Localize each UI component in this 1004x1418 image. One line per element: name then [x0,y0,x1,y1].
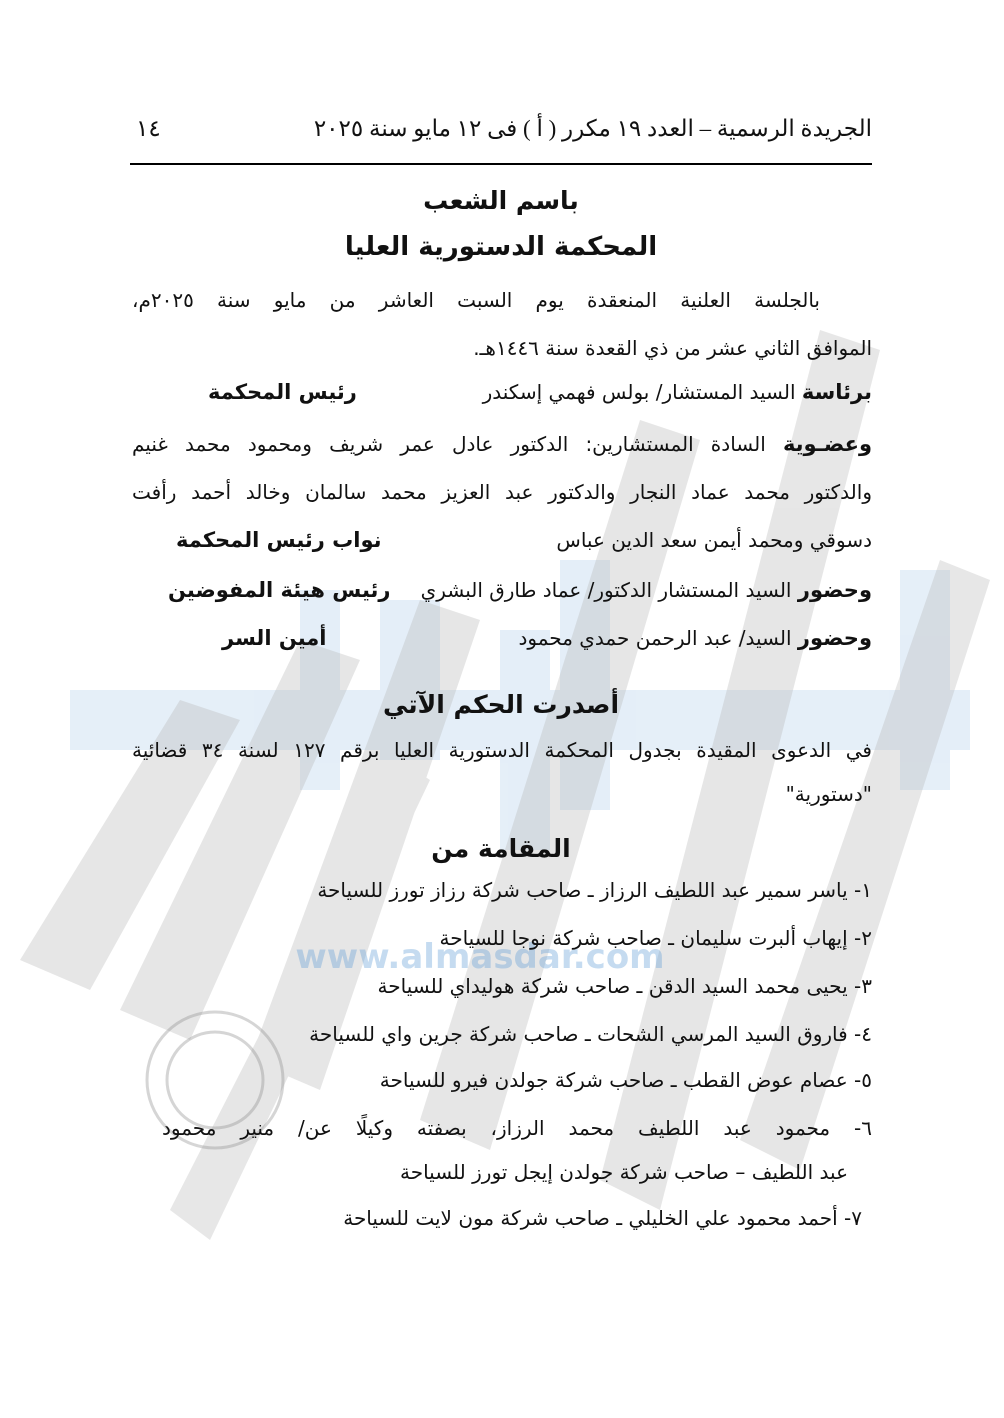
heading-in-name-of-people: باسم الشعب [423,186,579,215]
list-item: ١- ياسر سمير عبد اللطيف الرزاز ـ صاحب شركة رزاز تورز للسياحة [317,878,872,902]
list-item: ٧- أحمد محمود علي الخليلي ـ صاحب شركة مون لايت للسياحة [343,1206,862,1230]
membership-row-3 [132,528,872,572]
membership-line-3: دسوقي ومحمد أيمن سعد الدين عباس [556,528,872,552]
list-item: ٥- عصام عوض القطب ـ صاحب شركة جولدن فيرو للسياحة [379,1068,872,1092]
list-item: ٤- فاروق السيد المرسي الشحات ـ صاحب شركة جرين واي للسياحة [309,1022,872,1046]
judgment-paragraph [132,726,872,814]
attendance-row-2 [132,626,872,670]
gazette-title: الجريدة الرسمية – العدد ١٩ مكرر ( أ ) فى ١٢ مايو سنة ٢٠٢٥ [313,116,872,141]
page-number: ١٤ [136,116,161,141]
header-divider [130,163,872,165]
judgment-line-1: في الدعوى المقيدة بجدول المحكمة الدستورية العليا برقم ١٢٧ لسنة ٣٤ قضائية [132,738,872,762]
list-item: عبد اللطيف – صاحب شركة جولدن إيجل تورز للسياحة [400,1160,848,1184]
session-line-2: الموافق الثاني عشر من ذي القعدة سنة ١٤٤٦هـ. [473,336,872,360]
session-line-1: بالجلسة العلنية المنعقدة يوم السبت العاشر من مايو سنة ٢٠٢٥م، [132,288,820,312]
presidency-text: السيد المستشار/ بولس فهمي إسكندر [482,380,796,404]
heading-court: المحكمة الدستورية العليا [344,232,658,262]
session-paragraph [132,276,872,372]
membership-paragraph [132,420,872,516]
membership-line-2: والدكتور محمد عماد النجار والدكتور عبد العزيز محمد سالمان وخالد أحمد رأفت [132,480,872,504]
attendance-row-1 [132,578,872,622]
attendance-1-label: وحضور [797,578,872,602]
list-item: ٦- محمود عبد اللطيف محمد الرزاز، بصفته وكيلًا عن/ منير محمود [162,1116,872,1140]
presidency-role: رئيس المحكمة [208,380,357,404]
attendance-1-role: رئيس هيئة المفوضين [168,578,391,602]
membership-role: نواب رئيس المحكمة [176,528,382,552]
membership-label: وعضـوية [782,432,872,456]
list-item: ٣- يحيى محمد السيد الدقن ـ صاحب شركة هوليداي للسياحة [377,974,872,998]
presidency-label: برئاسة [801,380,872,404]
heading-judgment: أصدرت الحكم الآتي [382,690,620,719]
presidency-row [132,380,872,424]
attendance-2-role: أمين السر [222,626,327,650]
watermark-site: www.almasdar.com [295,937,665,977]
attendance-2-label: وحضور [797,626,872,650]
attendance-2-text: السيد/ عبد الرحمن حمدي محمود [518,626,792,650]
page-header [130,116,872,152]
judgment-line-2: "دستورية" [785,782,872,806]
attendance-1-text: السيد المستشار الدكتور/ عماد طارق البشري [420,578,792,602]
list-item: ٢- إيهاب ألبرت سليمان ـ صاحب شركة نوجا للسياحة [439,926,872,950]
membership-line-1: السادة المستشارين: الدكتور عادل عمر شريف ومحمود محمد غنيم [132,432,766,456]
heading-plaintiffs: المقامة من [431,834,571,863]
